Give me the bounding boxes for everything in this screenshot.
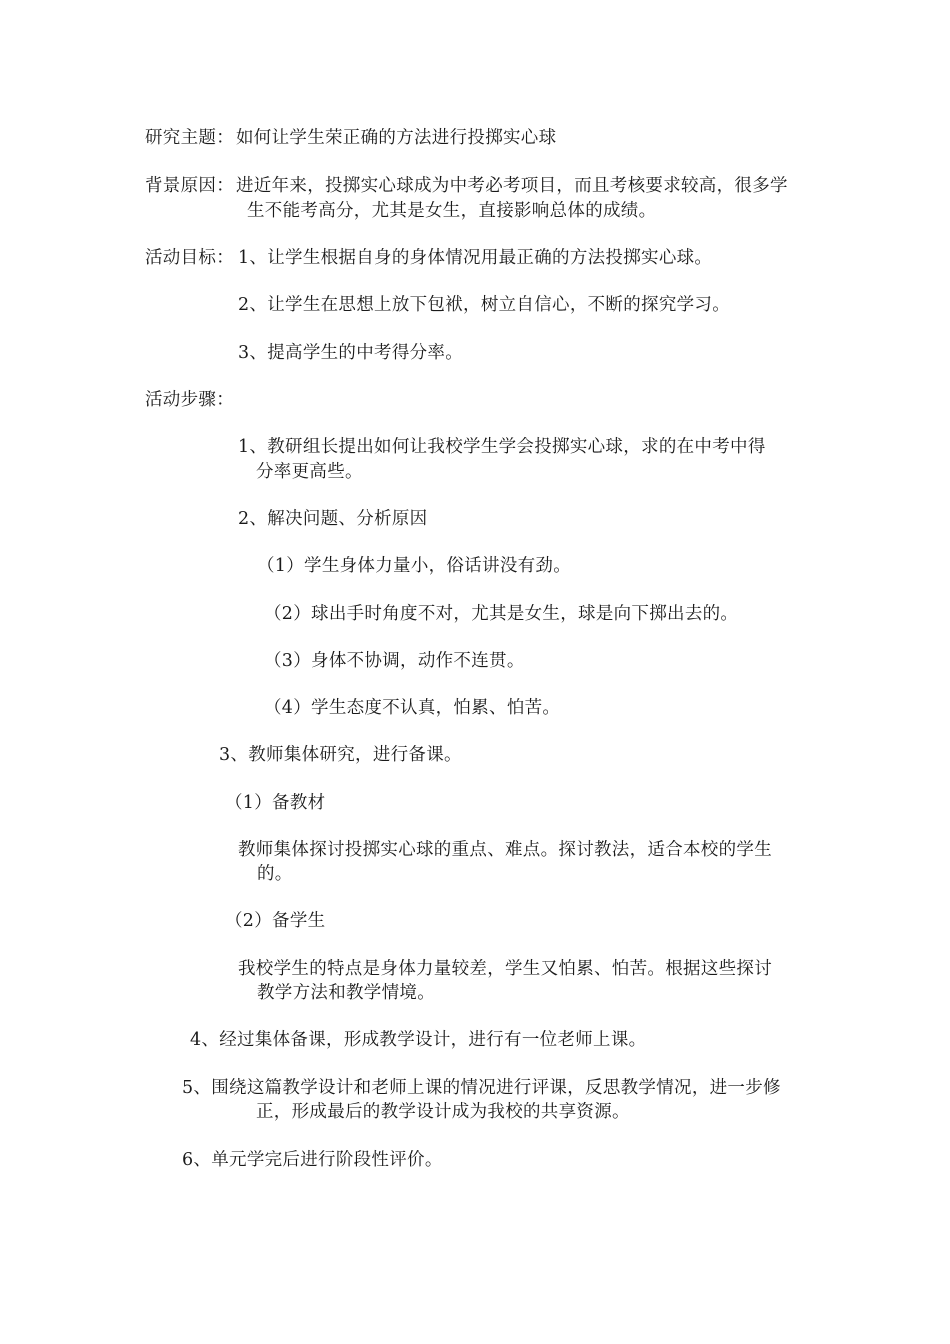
step-2-title: 2、解决问题、分析原因 (238, 509, 428, 529)
step-3-sub-1-line-2: 的。 (257, 864, 293, 884)
step-3-sub-1-title: （1）备教材 (225, 793, 326, 813)
step-4: 4、经过集体备课，形成教学设计，进行有一位老师上课。 (190, 1030, 647, 1050)
reason-item-1: （1）学生身体力量小，俗话讲没有劲。 (257, 556, 572, 576)
step-3-sub-2-title: （2）备学生 (225, 911, 326, 931)
goals-label: 活动目标： (145, 248, 234, 268)
step-5-line-2: 正，形成最后的教学设计成为我校的共享资源。 (256, 1102, 630, 1122)
reason-item-4: （4）学生态度不认真，怕累、怕苦。 (264, 698, 561, 718)
goal-item-2: 2、让学生在思想上放下包袱，树立自信心，不断的探究学习。 (238, 295, 731, 315)
step-3-title: 3、教师集体研究，进行备课。 (219, 745, 462, 765)
reason-item-2: （2）球出手时角度不对，尤其是女生，球是向下掷出去的。 (264, 604, 739, 624)
background-line-2: 生不能考高分，尤其是女生，直接影响总体的成绩。 (247, 201, 657, 221)
topic-text: 如何让学生荣正确的方法进行投掷实心球 (236, 128, 557, 148)
reason-item-3: （3）身体不协调，动作不连贯。 (264, 651, 525, 671)
step-3-sub-2-line-1: 我校学生的特点是身体力量较差，学生又怕累、怕苦。根据这些探讨 (238, 959, 772, 979)
steps-label: 活动步骤： (145, 390, 234, 410)
step-1-line-1: 1、教研组长提出如何让我校学生学会投掷实心球，求的在中考中得 (238, 437, 766, 457)
goal-item-1: 1、让学生根据自身的身体情况用最正确的方法投掷实心球。 (238, 248, 713, 268)
background-line-1: 进近年来，投掷实心球成为中考必考项目，而且考核要求较高，很多学 (236, 176, 788, 196)
step-5-line-1: 5、围绕这篇教学设计和老师上课的情况进行评课，反思教学情况，进一步修 (182, 1078, 781, 1098)
step-3-sub-2-line-2: 教学方法和教学情境。 (257, 983, 435, 1003)
step-1-line-2: 分率更高些。 (256, 462, 363, 482)
step-3-sub-1-line-1: 教师集体探讨投掷实心球的重点、难点。探讨教法，适合本校的学生 (238, 840, 772, 860)
step-6: 6、单元学完后进行阶段性评价。 (182, 1150, 443, 1170)
topic-label: 研究主题： (145, 128, 234, 148)
background-label: 背景原因： (145, 176, 234, 196)
goal-item-3: 3、提高学生的中考得分率。 (238, 343, 464, 363)
